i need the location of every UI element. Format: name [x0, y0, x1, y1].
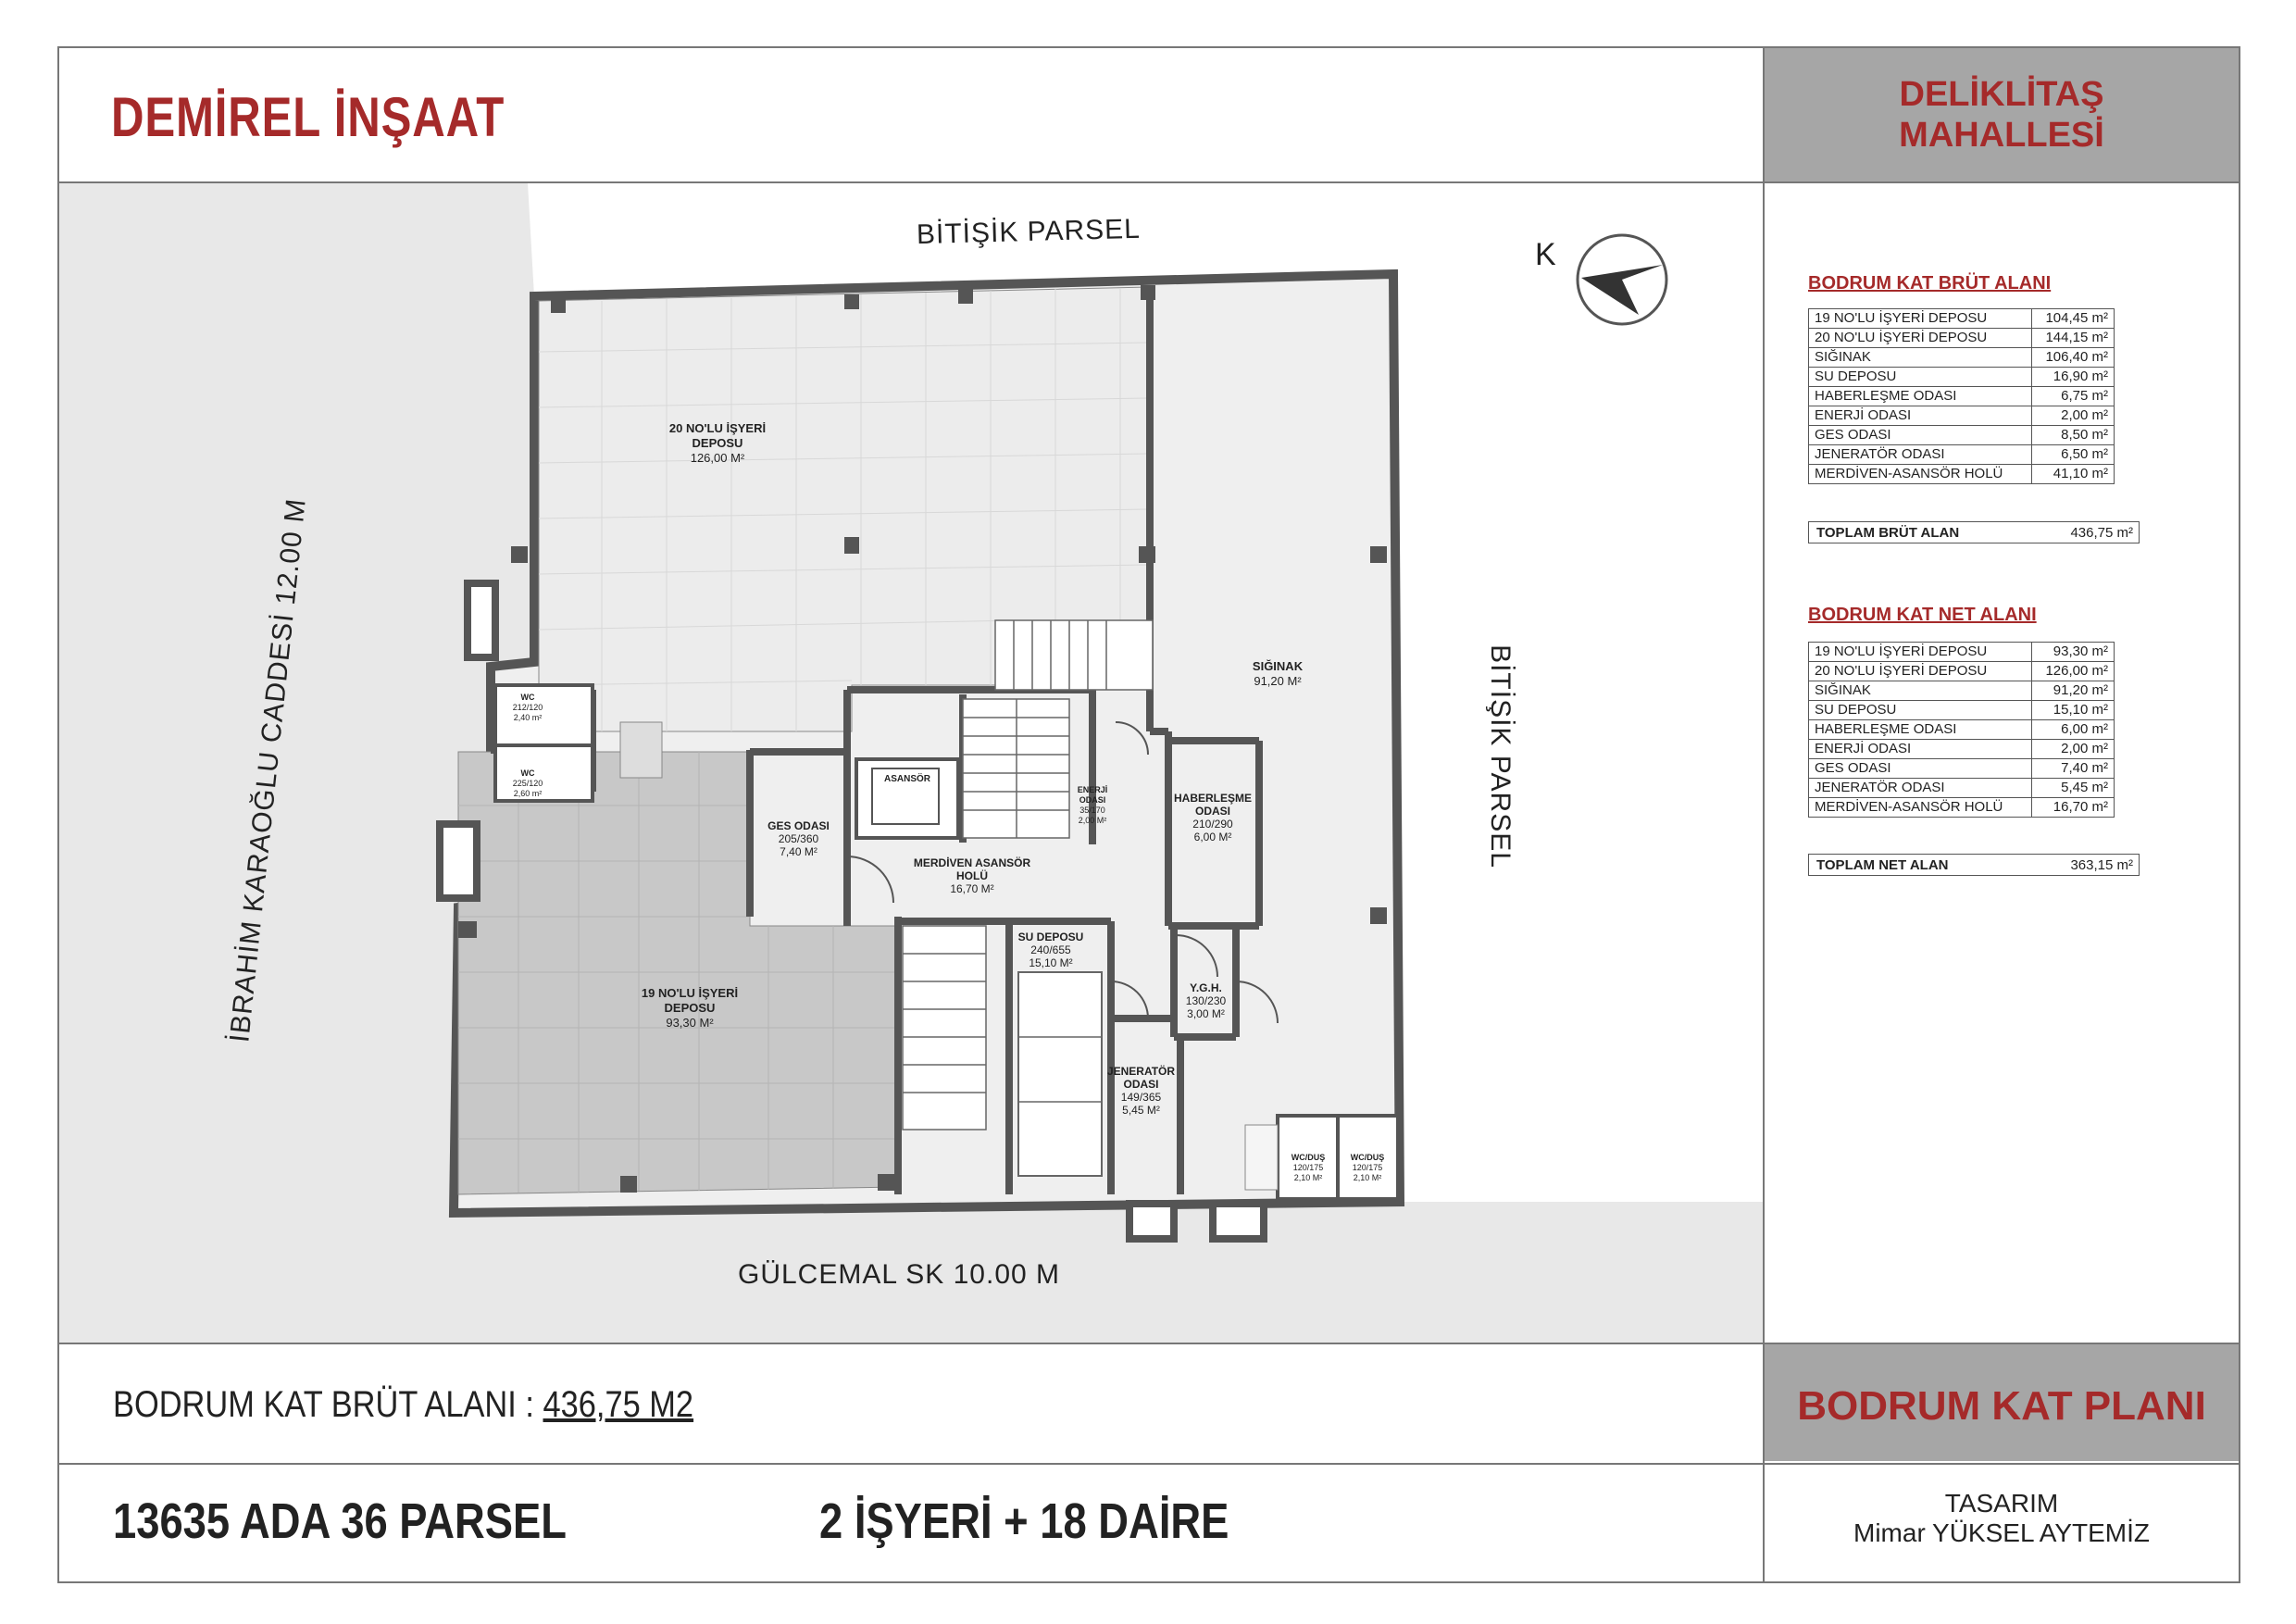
brut-row-value: 16,90 m²: [2032, 368, 2115, 387]
net-row-value: 7,40 m²: [2032, 759, 2115, 779]
net-row-value: 126,00 m²: [2032, 662, 2115, 681]
brut-row-value: 104,45 m²: [2032, 309, 2115, 329]
net-row: [1809, 740, 2115, 759]
road-right: BİTİŞİK PARSEL: [1485, 644, 1516, 868]
net-row-value: 5,45 m²: [2032, 779, 2115, 798]
net-total: [1808, 854, 2140, 876]
net-total-label: TOPLAM NET ALAN: [1816, 857, 1949, 873]
net-row-name: GES ODASI: [1809, 759, 2032, 779]
neighborhood-line1: DELİKLİTAŞ: [1899, 75, 2104, 114]
net-row: [1809, 779, 2115, 798]
label-depo20: 20 NO'LU İŞYERİ DEPOSU 126,00 M²: [668, 421, 767, 465]
net-row: [1809, 720, 2115, 740]
designer-name: Mimar YÜKSEL AYTEMİZ: [1853, 1518, 2150, 1547]
net-row-name: SIĞINAK: [1809, 681, 2032, 701]
brut-row-value: 2,00 m²: [2032, 406, 2115, 426]
label-siginak: SIĞINAK 91,20 M²: [1252, 659, 1304, 688]
label-jenerator: JENERATÖR ODASI 149/365 5,45 M²: [1106, 1065, 1176, 1117]
net-row-name: HABERLEŞME ODASI: [1809, 720, 2032, 740]
road-top: BİTİŞİK PARSEL: [916, 213, 1142, 251]
label-enerji: ENERJİ ODASI 35/170 2,00 M²: [1077, 785, 1108, 825]
brut-row: [1809, 445, 2115, 465]
net-row: [1809, 662, 2115, 681]
brut-row: [1809, 426, 2115, 445]
design-label: TASARIM: [1944, 1489, 2059, 1518]
label-wcdus2: WC/DUŞ 120/175 2,10 M²: [1350, 1153, 1385, 1182]
net-row: [1809, 681, 2115, 701]
brut-row-value: 6,75 m²: [2032, 387, 2115, 406]
net-row-name: SU DEPOSU: [1809, 701, 2032, 720]
label-ygh: Y.G.H. 130/230 3,00 M²: [1185, 981, 1227, 1020]
net-table: [1808, 642, 2115, 818]
right-parcel: [1398, 274, 1763, 1202]
label-merdiven: MERDİVEN ASANSÖR HOLÜ 16,70 M²: [913, 856, 1031, 895]
net-row-name: ENERJİ ODASI: [1809, 740, 2032, 759]
brut-row-name: 20 NO'LU İŞYERİ DEPOSU: [1809, 329, 2032, 348]
label-wc2: WC 225/120 2,60 m²: [512, 768, 543, 798]
label-depo19: 19 NO'LU İŞYERİ DEPOSU 93,30 M²: [641, 986, 739, 1030]
brut-row-name: ENERJİ ODASI: [1809, 406, 2032, 426]
label-asansor: ASANSÖR: [883, 774, 930, 784]
footer-area-label: BODRUM KAT BRÜT ALANI :: [113, 1384, 543, 1425]
label-su: SU DEPOSU 240/655 15,10 M²: [1017, 931, 1084, 969]
neighborhood-box: [1765, 48, 2239, 181]
net-row-value: 91,20 m²: [2032, 681, 2115, 701]
road-bottom: GÜLCEMAL SK 10.00 M: [738, 1259, 1061, 1290]
net-total-value: 363,15 m²: [2070, 857, 2133, 873]
footer-area-value: 436,75 M2: [543, 1384, 694, 1425]
road-left: İBRAHİM KARAOĞLU CADDESİ 12.00 M: [224, 496, 312, 1044]
footer-area: [113, 1384, 693, 1426]
label-wcdus1: WC/DUŞ 120/175 2,10 M²: [1291, 1153, 1326, 1182]
brut-title: BODRUM KAT BRÜT ALANI: [1808, 273, 2052, 294]
brut-row: [1809, 368, 2115, 387]
net-row-value: 2,00 m²: [2032, 740, 2115, 759]
net-title: BODRUM KAT NET ALANI: [1808, 605, 2037, 625]
brut-total-value: 436,75 m²: [2070, 525, 2133, 541]
label-wc1: WC 212/120 2,40 m²: [512, 693, 543, 722]
company-name: DEMİREL İNŞAAT: [111, 86, 505, 148]
brut-row-name: MERDİVEN-ASANSÖR HOLÜ: [1809, 465, 2032, 484]
north-arrow-icon: [1574, 231, 1670, 328]
stairs-core: [963, 699, 1069, 838]
brut-row: [1809, 348, 2115, 368]
stairs-upper: [995, 620, 1153, 690]
brut-total: [1808, 521, 2140, 543]
brut-total-label: TOPLAM BRÜT ALAN: [1816, 525, 1960, 541]
brut-row-value: 41,10 m²: [2032, 465, 2115, 484]
brut-row-value: 106,40 m²: [2032, 348, 2115, 368]
net-row-name: MERDİVEN-ASANSÖR HOLÜ: [1809, 798, 2032, 818]
brut-row-name: SU DEPOSU: [1809, 368, 2032, 387]
net-row-value: 15,10 m²: [2032, 701, 2115, 720]
net-row: [1809, 759, 2115, 779]
plan-title-box: [1765, 1344, 2239, 1461]
label-haberlesme: HABERLEŞME ODASI 210/290 6,00 M²: [1173, 792, 1252, 843]
parcel-text: 13635 ADA 36 PARSEL: [113, 1493, 567, 1549]
net-row-value: 16,70 m²: [2032, 798, 2115, 818]
brut-table: [1808, 308, 2115, 484]
net-row-value: 6,00 m²: [2032, 720, 2115, 740]
brut-row-name: 19 NO'LU İŞYERİ DEPOSU: [1809, 309, 2032, 329]
brut-row: [1809, 329, 2115, 348]
neighborhood-line2: MAHALLESİ: [1899, 116, 2104, 155]
net-row-name: 20 NO'LU İŞYERİ DEPOSU: [1809, 662, 2032, 681]
brut-row-value: 144,15 m²: [2032, 329, 2115, 348]
north-label: K: [1535, 237, 1556, 272]
footer-divider-mid: [57, 1463, 2240, 1465]
designer-block: [1765, 1489, 2239, 1548]
brut-row-value: 8,50 m²: [2032, 426, 2115, 445]
net-row-value: 93,30 m²: [2032, 643, 2115, 662]
brut-row: [1809, 406, 2115, 426]
brut-row: [1809, 465, 2115, 484]
brut-row: [1809, 309, 2115, 329]
water-tank-inner: [1018, 972, 1102, 1176]
net-row: [1809, 701, 2115, 720]
net-row: [1809, 643, 2115, 662]
stairs-lower: [903, 926, 986, 1130]
brut-row-name: HABERLEŞME ODASI: [1809, 387, 2032, 406]
net-row-name: 19 NO'LU İŞYERİ DEPOSU: [1809, 643, 2032, 662]
brut-row-name: JENERATÖR ODASI: [1809, 445, 2032, 465]
plan-title: BODRUM KAT PLANI: [1797, 1383, 2206, 1429]
brut-row-name: GES ODASI: [1809, 426, 2032, 445]
net-row: [1809, 798, 2115, 818]
brut-row-name: SIĞINAK: [1809, 348, 2032, 368]
brut-row: [1809, 387, 2115, 406]
label-ges: GES ODASI 205/360 7,40 M²: [767, 819, 830, 858]
net-row-name: JENERATÖR ODASI: [1809, 779, 2032, 798]
brut-row-value: 6,50 m²: [2032, 445, 2115, 465]
units-text: 2 İŞYERİ + 18 DAİRE: [819, 1493, 1229, 1549]
